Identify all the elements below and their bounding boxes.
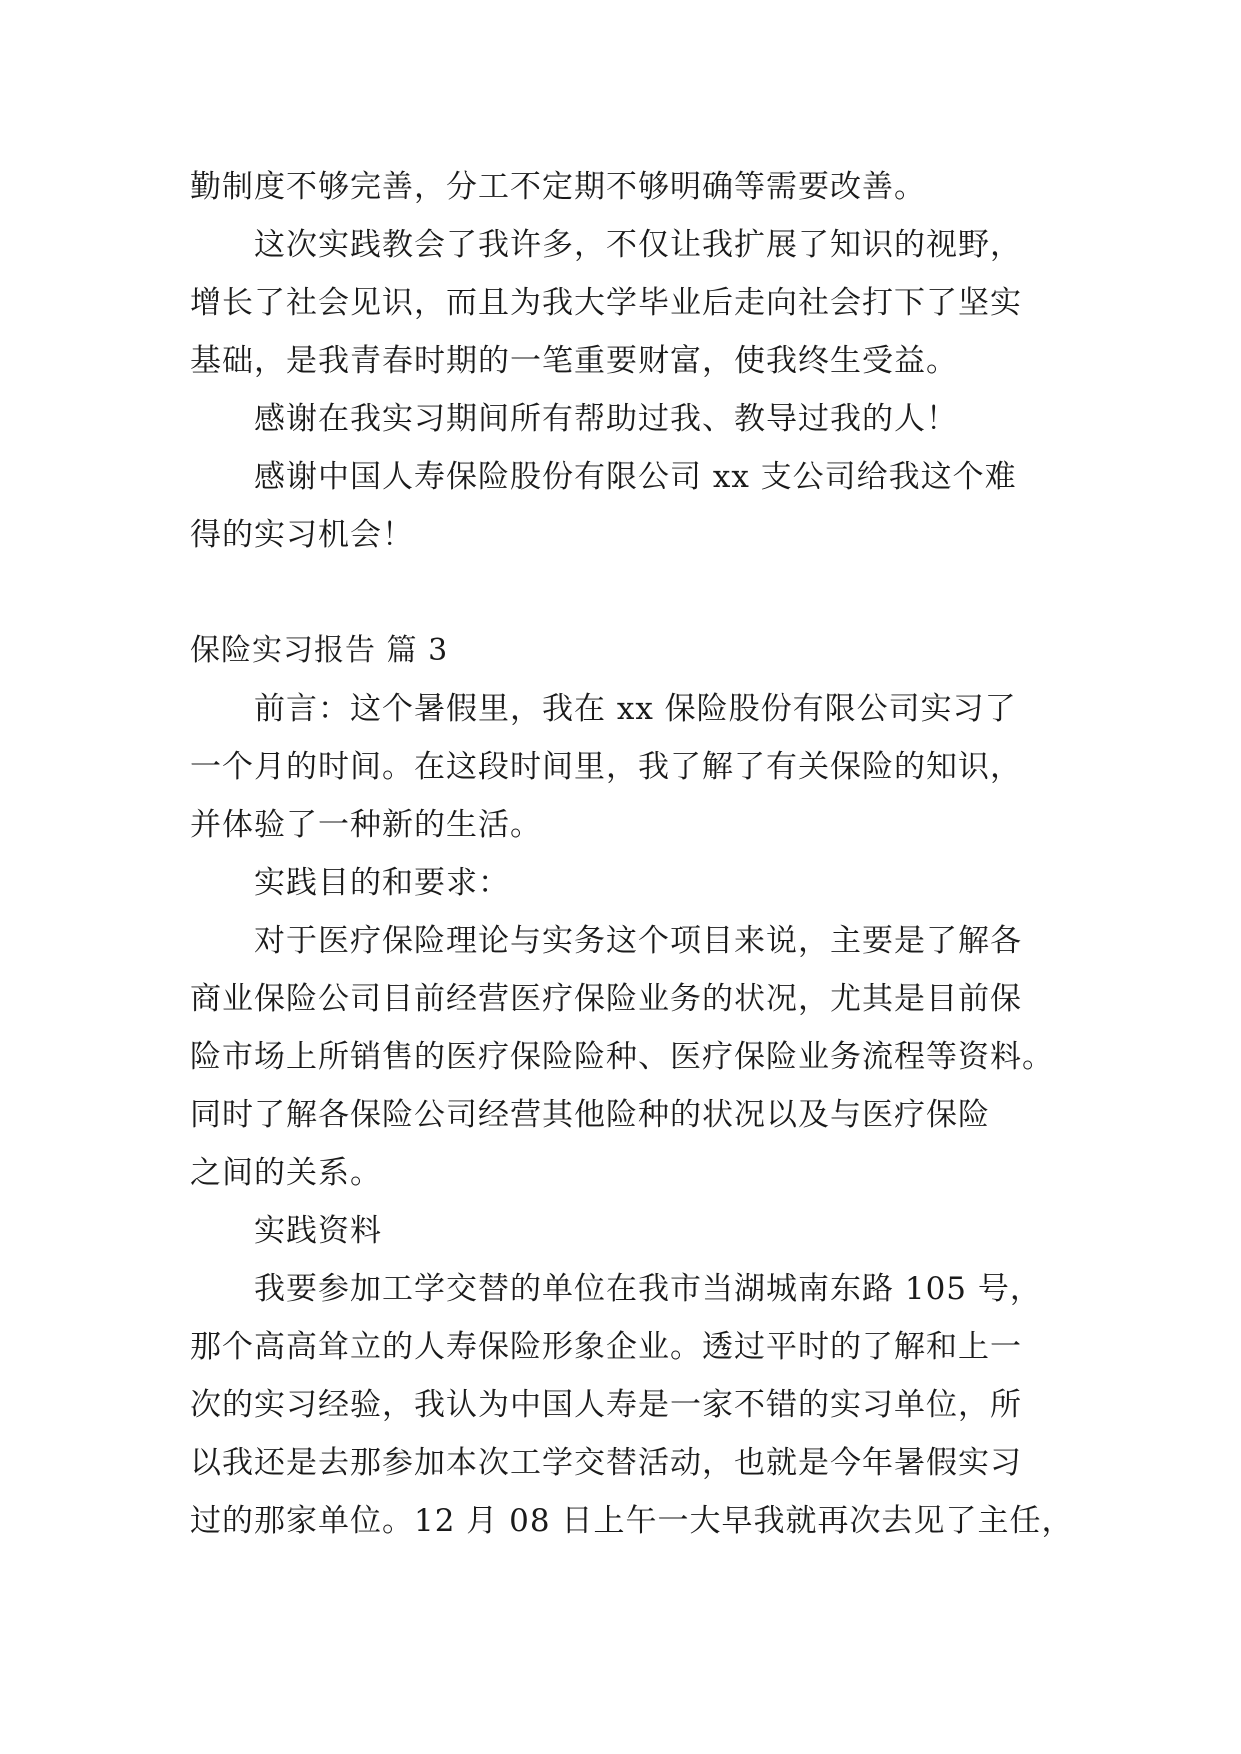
text-line: 以我还是去那参加本次工学交替活动，也就是今年暑假实习 (190, 1445, 1022, 1481)
text-line: 之间的关系。 (190, 1155, 382, 1191)
subheading: 实践目的和要求： (254, 865, 510, 901)
section-spacer (190, 564, 1070, 622)
paragraph-first-line: 我要参加工学交替的单位在我市当湖城南东路 105 号， (254, 1271, 1042, 1307)
text-line: 过的那家单位。12 月 08 日上午一大早我就再次去见了主任， (190, 1503, 1074, 1539)
text-line: 勤制度不够完善，分工不定期不够明确等需要改善。 (190, 169, 926, 205)
paragraph-first-line: 感谢在我实习期间所有帮助过我、教导过我的人！ (254, 401, 958, 437)
document-body (190, 158, 1074, 1550)
text-line: 同时了解各保险公司经营其他险种的状况以及与医疗保险 (190, 1097, 990, 1133)
text-line: 并体验了一种新的生活。 (190, 807, 542, 843)
text-line: 增长了社会见识，而且为我大学毕业后走向社会打下了坚实 (190, 285, 1022, 321)
text-line: 得的实习机会！ (190, 517, 414, 553)
text-line: 险市场上所销售的医疗保险险种、医疗保险业务流程等资料。 (190, 1039, 1054, 1075)
text-line: 那个高高耸立的人寿保险形象企业。透过平时的了解和上一 (190, 1329, 1022, 1365)
paragraph-first-line: 这次实践教会了我许多，不仅让我扩展了知识的视野， (254, 227, 1022, 263)
subheading: 实践资料 (254, 1213, 382, 1249)
text-line: 商业保险公司目前经营医疗保险业务的状况，尤其是目前保 (190, 981, 1022, 1017)
text-line: 一个月的时间。在这段时间里，我了解了有关保险的知识， (190, 749, 1022, 785)
section-heading: 保险实习报告 篇 3 (190, 633, 449, 668)
text-line: 基础，是我青春时期的一笔重要财富，使我终生受益。 (190, 343, 958, 379)
text-line: 次的实习经验，我认为中国人寿是一家不错的实习单位，所 (190, 1387, 1022, 1423)
paragraph-first-line: 前言：这个暑假里，我在 xx 保险股份有限公司实习了 (254, 691, 1017, 727)
paragraph-first-line: 感谢中国人寿保险股份有限公司 xx 支公司给我这个难 (254, 459, 1017, 495)
paragraph-first-line: 对于医疗保险理论与实务这个项目来说，主要是了解各 (254, 923, 1022, 959)
